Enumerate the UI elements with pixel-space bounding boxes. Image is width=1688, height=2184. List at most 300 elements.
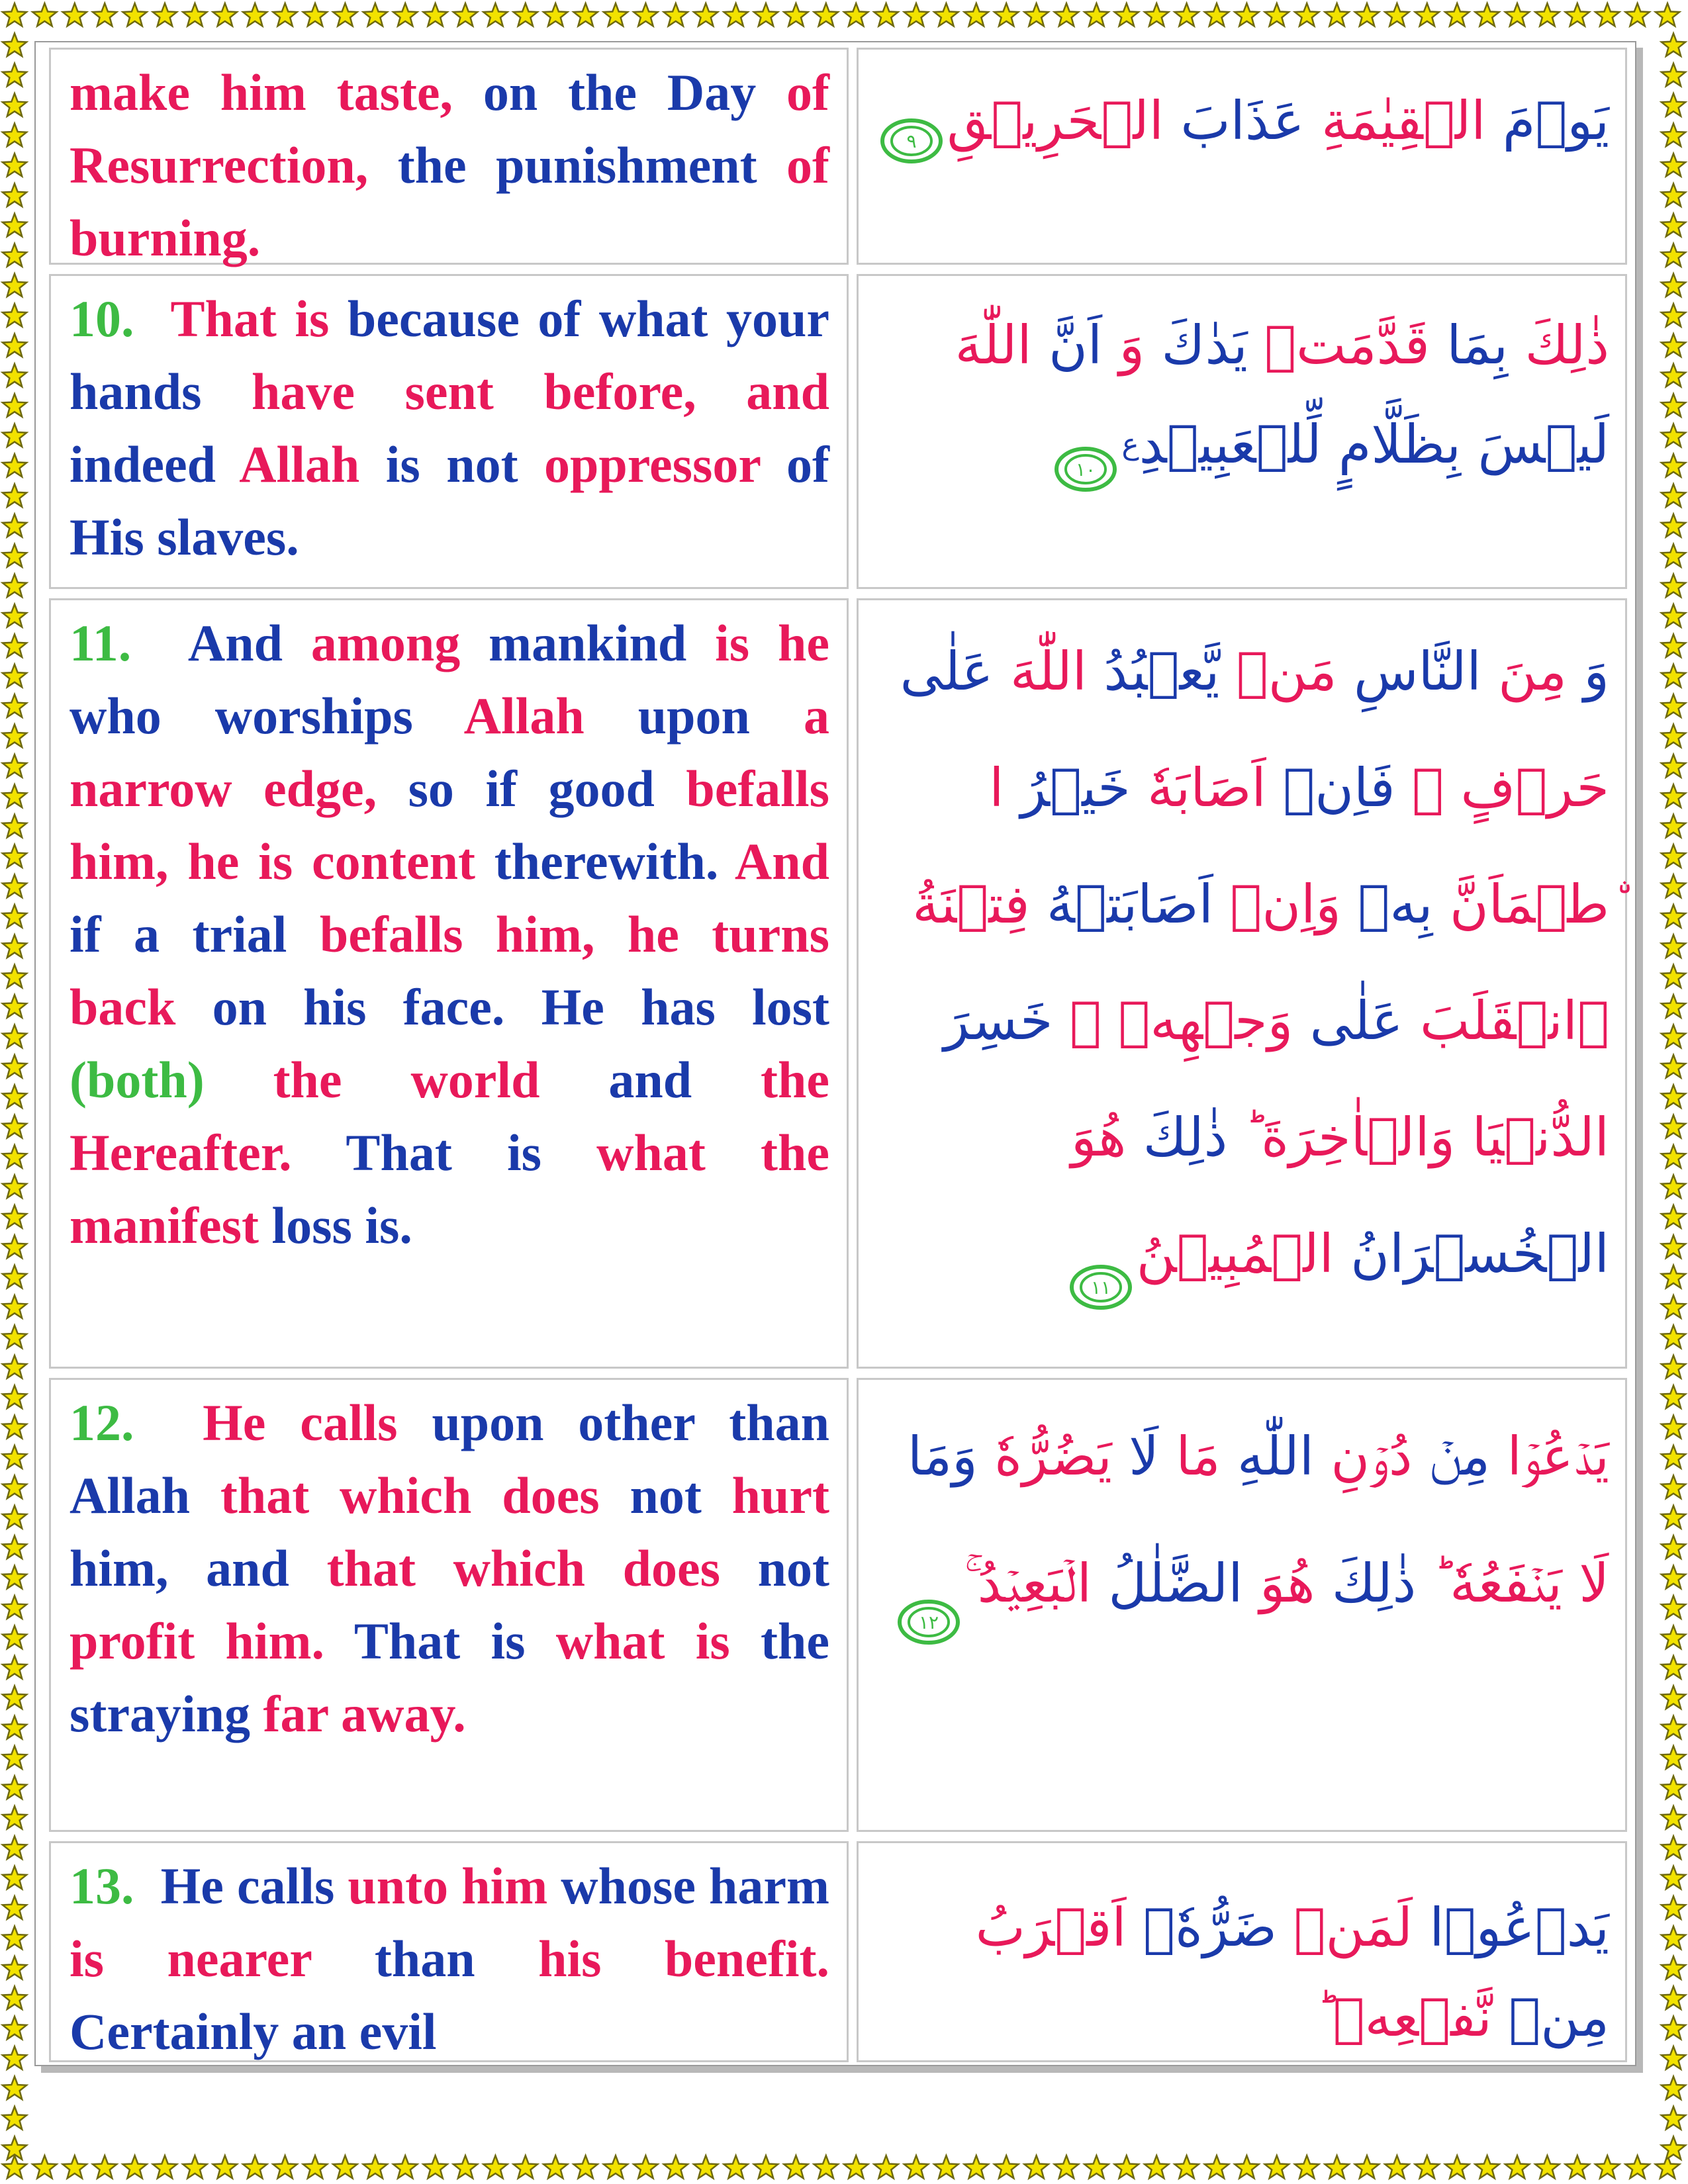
star-icon [3, 2046, 26, 2069]
star-icon [1662, 1626, 1685, 1649]
text-run: He calls [160, 1857, 348, 1915]
text-run: the straying [70, 1612, 830, 1743]
star-icon [1205, 2156, 1229, 2178]
star-icon [363, 3, 387, 26]
text-run: بِظَلَّامٍ [1321, 414, 1462, 475]
text-run: وَجۡهِهٖ ۚ [1053, 990, 1293, 1052]
star-icon [604, 3, 628, 26]
star-icon [1662, 154, 1685, 176]
text-run: Allah [70, 1467, 220, 1524]
text-run: that which [220, 1467, 502, 1524]
star-icon [1355, 3, 1379, 26]
star-icon [3, 1295, 26, 1318]
text-run: is [70, 1930, 167, 1987]
verse-number: 11. [70, 614, 132, 672]
star-icon [784, 2156, 808, 2178]
arabic-cell [857, 1841, 1627, 2062]
text-run: nearer [167, 1930, 375, 1987]
text-run: does [622, 1539, 758, 1597]
star-icon [3, 274, 26, 296]
text-run: ذٰلِكَ [1508, 314, 1609, 376]
text-run: indeed [70, 435, 240, 493]
star-icon [1662, 815, 1685, 837]
star-icon [874, 3, 898, 26]
star-icon [1662, 1927, 1685, 1949]
text-run: يَدٰكَ [1145, 314, 1248, 376]
star-icon [3, 604, 26, 627]
text-run: unto him [348, 1857, 561, 1915]
star-icon [1595, 3, 1619, 26]
star-icon [1662, 2017, 1685, 2039]
star-icon [1235, 2156, 1258, 2178]
star-icon [1595, 2156, 1619, 2178]
star-icon [574, 2156, 598, 2178]
text-run: الۡمُبِيۡنُ [1136, 1223, 1334, 1285]
star-icon [3, 1085, 26, 1107]
star-icon [1662, 754, 1685, 777]
star-icon [1662, 124, 1685, 146]
translation-cell [49, 598, 849, 1369]
star-icon [1662, 424, 1685, 447]
star-icon [3, 905, 26, 927]
star-icon [1662, 1115, 1685, 1138]
star-icon [123, 3, 147, 26]
text-run: يَدۡعُوۡا [1413, 1897, 1609, 1958]
star-icon [1662, 694, 1685, 717]
star-icon [153, 3, 177, 26]
star-icon [1662, 1416, 1685, 1438]
text-run: ضَرُّهٗۤ [1126, 1897, 1278, 1958]
star-icon [724, 3, 748, 26]
text-run: is not [385, 435, 545, 493]
star-icon [1662, 1956, 1685, 1979]
text-run: لَمَنۡ [1277, 1897, 1413, 1958]
text-run: that [326, 1539, 453, 1597]
star-icon [1205, 3, 1229, 26]
text-run: He calls [203, 1394, 432, 1451]
star-icon [904, 3, 928, 26]
star-icon [183, 3, 207, 26]
ayah-number-marker [897, 1564, 961, 1634]
star-icon [964, 3, 988, 26]
star-icon [3, 1115, 26, 1138]
translation-text [70, 1387, 829, 1751]
text-run: a narrow edge, [70, 687, 829, 817]
text-run: لَا [1111, 1426, 1159, 1487]
star-icon [303, 3, 327, 26]
star-icon [453, 3, 477, 26]
star-icon [754, 2156, 778, 2178]
star-icon [3, 1025, 26, 1048]
text-run: فِتۡنَةُ [912, 874, 1030, 935]
text-run: have sent before, and [252, 363, 829, 420]
ayah-number-marker [1069, 1234, 1133, 1299]
star-icon [1662, 664, 1685, 687]
text-run: befalls him, he turns back [70, 905, 829, 1036]
star-icon [3, 1476, 26, 1498]
star-icon [1662, 784, 1685, 807]
arabic-cell [857, 598, 1627, 1369]
text-run: عَذَابَ [1163, 90, 1305, 152]
text-run: اَقۡرَبُ [975, 1897, 1127, 1958]
star-icon [1025, 2156, 1049, 2178]
star-icon [1295, 2156, 1319, 2178]
star-icon [3, 1566, 26, 1588]
star-icon [483, 3, 507, 26]
star-icon [3, 1205, 26, 1228]
star-icon [604, 2156, 628, 2178]
star-icon [3, 1896, 26, 1919]
text-run: among [310, 614, 489, 672]
star-icon [3, 1145, 26, 1167]
text-run: the punishment [397, 136, 787, 194]
star-icon [1662, 1656, 1685, 1678]
text-run: بِهٖ [1340, 874, 1433, 935]
arabic-cell [857, 1378, 1627, 1832]
star-icon [3, 1416, 26, 1438]
star-icon [3, 2017, 26, 2039]
star-icon [3, 1866, 26, 1889]
star-icon [63, 2156, 87, 2178]
text-run: النَّاسِ [1336, 641, 1481, 702]
star-icon [63, 3, 87, 26]
star-icon [1656, 3, 1679, 26]
star-icon [1115, 2156, 1139, 2178]
star-icon [453, 2156, 477, 2178]
text-run: That is [353, 1612, 556, 1670]
text-run: الۡبَعِيۡدُ ۚ [964, 1553, 1092, 1614]
verse-row-11 [49, 598, 1627, 1369]
star-icon [1505, 2156, 1529, 2178]
star-icon [1662, 484, 1685, 506]
text-run: حَرۡفٍ ۚ [1395, 757, 1609, 819]
star-icon [1115, 3, 1139, 26]
star-icon [123, 2156, 147, 2178]
text-run: خَسِرَ [943, 990, 1053, 1052]
star-icon [1662, 2046, 1685, 2069]
text-run: of burning. [70, 136, 829, 267]
star-icon [363, 2156, 387, 2178]
text-run: اَصَابَتۡهُ [1029, 874, 1213, 935]
star-icon [424, 3, 447, 26]
star-icon [543, 2156, 567, 2178]
text-run: And [734, 833, 830, 890]
star-icon [3, 1716, 26, 1739]
star-icon [964, 2156, 988, 2178]
text-run: of Resurrection, [70, 64, 829, 194]
text-run: اَصَابَهٗ [1130, 757, 1266, 819]
star-icon [333, 3, 357, 26]
text-run: وَ [1102, 314, 1145, 376]
star-icon [32, 3, 56, 26]
text-run: Allah [463, 687, 638, 745]
star-icon [3, 664, 26, 687]
text-run: يَدۡعُوۡا [1490, 1426, 1609, 1487]
star-icon [3, 514, 26, 537]
star-icon [1662, 304, 1685, 326]
star-icon [1626, 2156, 1650, 2178]
star-icon [814, 3, 838, 26]
star-icon [424, 2156, 447, 2178]
text-run: the Hereafter. [70, 1051, 829, 1181]
star-icon [904, 2156, 928, 2178]
star-icon [724, 2156, 748, 2178]
star-icon [1325, 3, 1349, 26]
star-icon [3, 1686, 26, 1708]
text-run: الۡحَرِيۡقِ [947, 90, 1164, 152]
text-run: دُوۡنِ [1313, 1426, 1413, 1487]
star-icon [1662, 364, 1685, 387]
text-run: far away. [263, 1685, 466, 1743]
star-icon [844, 3, 868, 26]
star-icon [3, 1445, 26, 1468]
text-run: (both) [70, 1051, 273, 1109]
star-icon [1662, 1866, 1685, 1889]
text-run: فَاِنۡ [1266, 757, 1395, 819]
star-icon [1662, 1746, 1685, 1768]
star-icon [1662, 1986, 1685, 2009]
ayah-number: ١٢ [918, 1612, 939, 1634]
star-icon [3, 1055, 26, 1077]
star-icon [1445, 3, 1469, 26]
star-icon [3, 544, 26, 567]
text-run: مَنۡ [1219, 641, 1337, 702]
star-icon [1662, 574, 1685, 597]
star-icon [213, 3, 237, 26]
star-icon [153, 2156, 177, 2178]
star-icon [3, 364, 26, 387]
star-icon [1662, 214, 1685, 236]
star-icon [3, 3, 26, 26]
text-run: الضَّلٰلُ [1091, 1553, 1243, 1614]
text-run: يَنۡفَعُهٗ ؕ [1416, 1553, 1562, 1614]
verse-row-9 [49, 48, 1627, 265]
text-run: That is [170, 290, 348, 347]
text-run: يَّعۡبُدُ [1086, 641, 1220, 702]
star-icon [934, 2156, 958, 2178]
star-icon [1415, 3, 1439, 26]
star-icon [1662, 1806, 1685, 1829]
star-icon [1626, 3, 1650, 26]
text-run: is he [715, 614, 830, 672]
star-icon [1662, 1355, 1685, 1378]
ayah-number-marker [880, 101, 943, 153]
star-icon [994, 2156, 1018, 2178]
star-icon [3, 334, 26, 356]
star-icon [3, 124, 26, 146]
star-icon [934, 3, 958, 26]
text-run: him, and [70, 1539, 327, 1597]
text-run: وَ [1566, 641, 1609, 702]
star-icon [1535, 2156, 1559, 2178]
star-icon [1662, 875, 1685, 897]
star-icon [273, 3, 297, 26]
star-icon [1662, 544, 1685, 567]
translation-text [70, 1850, 829, 2068]
star-icon [3, 1776, 26, 1799]
text-run: مِنۡ [1412, 1426, 1491, 1487]
text-run: oppressor [544, 435, 787, 493]
star-icon [874, 2156, 898, 2178]
star-icon [1662, 604, 1685, 627]
star-icon [1566, 2156, 1589, 2178]
text-run: make him taste, [70, 64, 483, 121]
star-icon [1662, 244, 1685, 266]
star-icon [1662, 1025, 1685, 1048]
star-icon [1265, 3, 1289, 26]
text-run: ۨانۡقَلَبَ [1403, 990, 1609, 1052]
star-icon [1662, 394, 1685, 416]
star-icon [1295, 3, 1319, 26]
text-run: the world [273, 1051, 609, 1109]
star-icon [1145, 2156, 1168, 2178]
star-icon [3, 424, 26, 447]
star-icon [1662, 844, 1685, 867]
star-icon [3, 1235, 26, 1257]
text-run: اللّٰهَ [955, 314, 1032, 376]
star-icon [3, 934, 26, 957]
star-icon [1055, 2156, 1078, 2178]
verse-number: 13. [70, 1857, 134, 1915]
star-icon [1235, 3, 1258, 26]
text-run: مَا [1158, 1426, 1221, 1487]
star-icon [1662, 1776, 1685, 1799]
star-icon [3, 965, 26, 987]
arabic-text [872, 1393, 1609, 1647]
star-icon [3, 844, 26, 867]
star-icon [393, 2156, 417, 2178]
star-icon [1476, 2156, 1499, 2178]
text-run: لِّلۡعَبِيۡدِ [1139, 414, 1322, 475]
text-run: وَالۡاٰخِرَةَ ؕ [1227, 1107, 1456, 1168]
text-run: الۡخُسۡرَانُ [1333, 1223, 1609, 1285]
star-icon [3, 394, 26, 416]
star-icon [1662, 514, 1685, 537]
text-run: so if good [408, 760, 686, 817]
star-icon [664, 2156, 688, 2178]
verse-number: 10. [70, 290, 134, 347]
star-icon [1662, 1535, 1685, 1558]
text-run: if a trial [70, 905, 320, 963]
translation-cell [49, 1378, 849, 1832]
star-icon [514, 2156, 538, 2178]
star-icon [1325, 2156, 1349, 2178]
verse-row-13 [49, 1841, 1627, 2062]
star-icon [1662, 995, 1685, 1017]
star-icon [543, 3, 567, 26]
translation-text [70, 607, 829, 1262]
star-icon [1662, 1596, 1685, 1618]
text-run: loss is. [271, 1197, 412, 1254]
star-icon [1662, 2107, 1685, 2129]
text-run: وَاِنۡ [1213, 874, 1341, 935]
star-icon [3, 815, 26, 837]
star-icon [514, 3, 538, 26]
star-icon [1662, 1506, 1685, 1528]
text-run: خَيۡرُ [1004, 757, 1131, 819]
text-run: profit him. [70, 1612, 354, 1670]
star-icon [1662, 934, 1685, 957]
star-icon [1265, 2156, 1289, 2178]
star-icon [3, 725, 26, 747]
star-icon [1662, 1686, 1685, 1708]
text-run: That is [346, 1124, 597, 1181]
star-icon [3, 183, 26, 206]
star-icon [1535, 3, 1559, 26]
ayah-number: ١١ [1090, 1277, 1111, 1299]
star-icon [3, 1626, 26, 1649]
star-icon [694, 3, 718, 26]
text-run: of His slaves. [70, 435, 830, 566]
translation-cell [49, 274, 849, 589]
star-icon [1662, 334, 1685, 356]
star-icon [3, 454, 26, 477]
star-icon [333, 2156, 357, 2178]
star-icon [93, 3, 117, 26]
text-run: whose harm [561, 1857, 830, 1915]
star-icon [1385, 3, 1409, 26]
star-icon [483, 2156, 507, 2178]
star-icon [574, 3, 598, 26]
star-icon [664, 3, 688, 26]
star-icon [1662, 1836, 1685, 1858]
star-icon [1662, 1205, 1685, 1228]
text-run: الۡقِيٰمَةِ [1304, 90, 1486, 152]
star-icon [3, 2077, 26, 2099]
star-icon [3, 1746, 26, 1768]
star-icon [3, 64, 26, 86]
translation-cell [49, 1841, 849, 2062]
star-icon [3, 33, 26, 56]
translation-text [70, 56, 829, 275]
star-icon [3, 1836, 26, 1858]
arabic-cell [857, 274, 1627, 589]
star-icon [754, 3, 778, 26]
star-icon [3, 484, 26, 506]
text-run: هُوَ [1070, 1107, 1127, 1168]
star-icon [3, 2107, 26, 2129]
text-run: which [453, 1539, 623, 1597]
star-icon [844, 2156, 868, 2178]
star-icon [994, 3, 1018, 26]
text-run: Allah [239, 435, 386, 493]
star-icon [694, 2156, 718, 2178]
star-icon [1662, 1265, 1685, 1288]
star-icon [1662, 1445, 1685, 1468]
text-run: not [757, 1539, 829, 1597]
text-run: هُوَ [1243, 1553, 1315, 1614]
text-run: mankind [489, 614, 716, 672]
arabic-text [872, 296, 1609, 494]
text-run: on his face. He has lost [212, 978, 829, 1036]
star-icon [1084, 2156, 1108, 2178]
star-icon [1662, 274, 1685, 296]
star-icon [3, 1535, 26, 1558]
star-icon [1662, 1295, 1685, 1318]
text-run: and [608, 1051, 761, 1109]
text-run: نَّفۡعِهٖ ؕ [1316, 1987, 1492, 2048]
text-run: عَلٰى [900, 641, 994, 702]
star-icon [3, 875, 26, 897]
ayah-number: ١٠ [1076, 459, 1096, 481]
star-icon [1415, 2156, 1439, 2178]
text-run: اَنَّ [1031, 314, 1103, 376]
text-run: لَيۡسَ [1461, 414, 1609, 475]
star-icon [1662, 1716, 1685, 1739]
text-run: upon other than [432, 1394, 829, 1451]
star-icon [1662, 1145, 1685, 1167]
star-icon [3, 1596, 26, 1618]
